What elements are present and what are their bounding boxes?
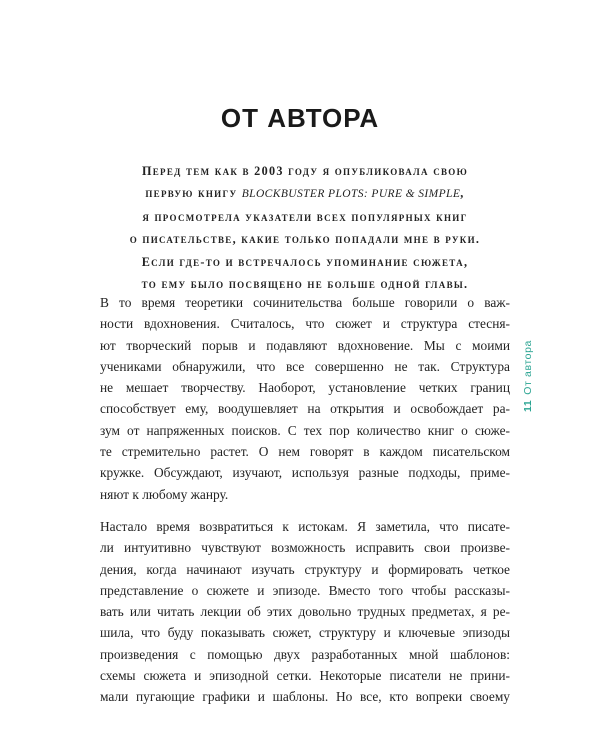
text-line: ли интуитивно чувствуют возможность исправить свои произве-	[100, 540, 510, 556]
section-label: От автора	[522, 339, 534, 395]
page-number: 11	[522, 399, 534, 413]
epigraph	[100, 160, 510, 295]
text-line: кружке. Обсуждают, изучают, используя разные подходы, приме-	[100, 465, 510, 481]
epigraph-line: Если где-то и встречалось упоминание сюжета,	[141, 254, 469, 269]
epigraph-line: Перед тем как в 2003 году я опубликовала свою	[141, 164, 469, 178]
text-line: произведения с помощью двух разработанных мной шаблонов:	[100, 646, 510, 662]
text-line: няют к любому жанру.	[100, 486, 229, 502]
epigraph-line	[100, 182, 510, 205]
text-line: представление о сюжете и эпизоде. Вместо того чтобы рассказы-	[100, 582, 510, 598]
text-line: не мешает творчеству. Наоборот, установление четких границ	[100, 380, 510, 396]
chapter-title: ОТ АВТОРА	[220, 103, 380, 133]
epigraph-line: я просмотрела указатели всех популярных книг	[142, 209, 468, 224]
epigraph-line: о писательстве, какие только попадали мне в руки.	[129, 232, 481, 247]
paragraph-2	[100, 516, 510, 708]
text-line: зум от напряженных поисков. С тех пор количество книг о сюже-	[100, 422, 510, 438]
paragraph-1	[100, 292, 510, 505]
text-line: ности вдохновения. Считалось, что сюжет и структура стесня-	[100, 316, 510, 332]
text-line: вать или читать лекции об этих довольно трудных предметах, я ре-	[100, 604, 510, 620]
body-text	[100, 292, 510, 719]
epigraph-line: то ему было посвящено не больше одной главы.	[141, 277, 469, 292]
text-line: В то время теоретики сочинительства больше говорили о важ-	[100, 295, 510, 310]
text-line: шила, что буду показывать сюжет, структуру и ключевые эпизоды	[100, 625, 510, 641]
text-line: Настало время возвратиться к истокам. Я заметила, что писате-	[100, 518, 510, 534]
text-line: учениками обнаружили, что все совершенно не так. Структура	[100, 358, 510, 374]
epigraph-text: первую книгу	[145, 186, 238, 201]
text-line: способствует ему, воодушевляет на открытия и освобождает ра-	[100, 401, 510, 417]
text-line: дения, когда начинают изучать структуру и формировать четкое	[100, 561, 510, 577]
text-line: мали пугающие графики и шаблоны. Но все, кто вопреки своему	[100, 689, 510, 705]
text-line: схемы сюжета и эпизодной сетки. Некоторые писатели не прини-	[100, 668, 510, 684]
text-line: те стремительно растет. О нем говорят в каждом писательском	[100, 444, 510, 460]
running-header-tab	[518, 336, 538, 416]
running-header	[522, 340, 534, 412]
book-title: BLOCKBUSTER PLOTS: PURE & SIMPLE	[241, 188, 461, 201]
text-line: ют творческий порыв и подавляют вдохновение. Мы с моими	[100, 337, 510, 353]
epigraph-text: ,	[460, 186, 465, 201]
